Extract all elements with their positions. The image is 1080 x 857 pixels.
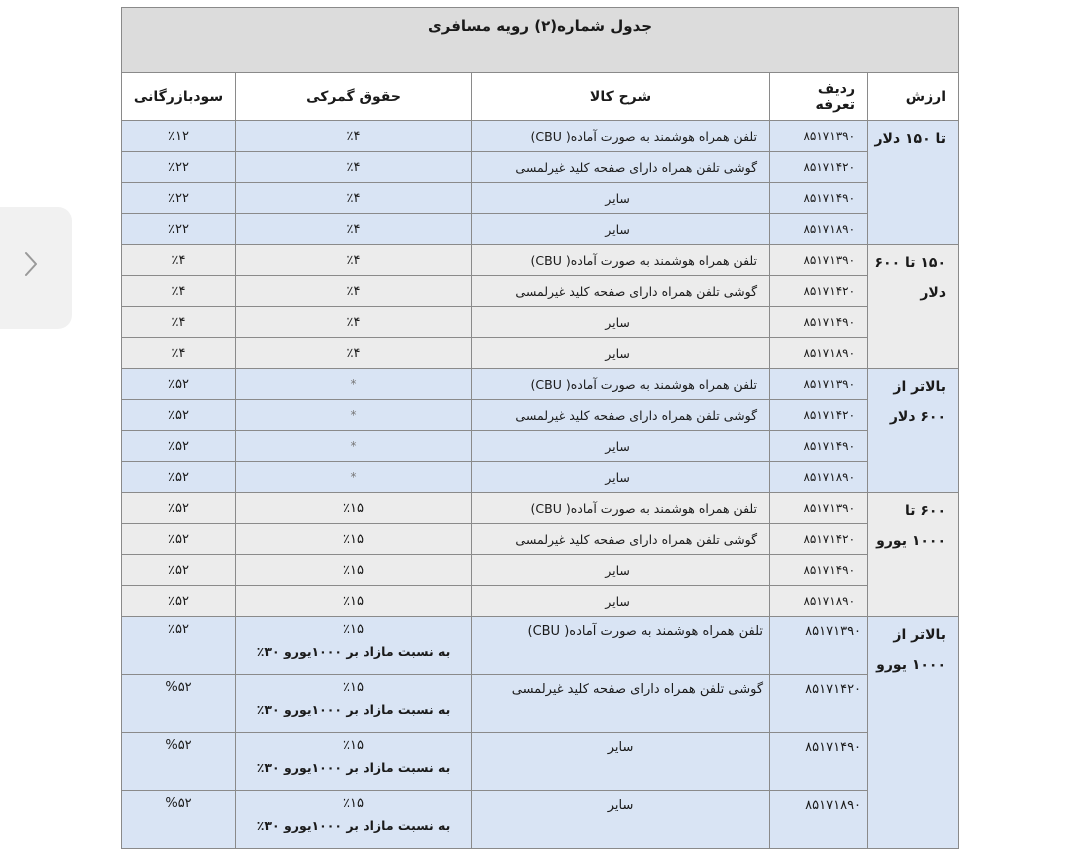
item-description: تلفن همراه هوشمند به صورت آماده( CBU) [472, 369, 770, 400]
commercial-profit: %۵۲ [122, 791, 236, 849]
header-description: شرح کالا [472, 73, 770, 121]
table-row [122, 617, 959, 675]
range-cell: تا ۱۵۰ دلار [868, 121, 959, 245]
customs-duty: ٪۴ [236, 121, 472, 152]
header-range: ارزش [868, 73, 959, 121]
item-description: سایر [472, 791, 770, 849]
tariff-table [121, 7, 959, 849]
tariff-code: ۸۵۱۷۱۴۲۰ [770, 152, 868, 183]
customs-duty [236, 733, 472, 791]
item-description: سایر [472, 462, 770, 493]
table-row [122, 524, 959, 555]
customs-duty: ٪۴ [236, 307, 472, 338]
customs-duty [236, 791, 472, 849]
table-row [122, 183, 959, 214]
tariff-code: ۸۵۱۷۱۳۹۰ [770, 493, 868, 524]
customs-duty: ٪۴ [236, 245, 472, 276]
table-row [122, 791, 959, 849]
item-description: گوشی تلفن همراه دارای صفحه کلید غیرلمسی [472, 524, 770, 555]
customs-duty: ٪۴ [236, 276, 472, 307]
range-cell: ۶۰۰ تا ۱۰۰۰ یورو [868, 493, 959, 617]
item-description: گوشی تلفن همراه دارای صفحه کلید غیرلمسی [472, 675, 770, 733]
table-row [122, 555, 959, 586]
item-description: گوشی تلفن همراه دارای صفحه کلید غیرلمسی [472, 400, 770, 431]
customs-duty: ٪۴ [236, 214, 472, 245]
item-description: سایر [472, 555, 770, 586]
commercial-profit: ٪۵۲ [122, 431, 236, 462]
commercial-profit: ٪۵۲ [122, 493, 236, 524]
commercial-profit: ٪۵۲ [122, 617, 236, 675]
table-row [122, 276, 959, 307]
table-row [122, 431, 959, 462]
tariff-code: ۸۵۱۷۱۴۹۰ [770, 183, 868, 214]
range-cell: بالاتر از ۶۰۰ دلار [868, 369, 959, 493]
item-description: گوشی تلفن همراه دارای صفحه کلید غیرلمسی [472, 152, 770, 183]
table-row [122, 369, 959, 400]
customs-duty: ٪۴ [236, 152, 472, 183]
duty-note: به نسبت مازاد بر ۱۰۰۰یورو ۳۰٪ [256, 644, 451, 659]
duty-note: به نسبت مازاد بر ۱۰۰۰یورو ۳۰٪ [256, 760, 451, 775]
customs-duty [236, 675, 472, 733]
commercial-profit: ٪۴ [122, 307, 236, 338]
commercial-profit: %۵۲ [122, 733, 236, 791]
table-row [122, 462, 959, 493]
item-description: تلفن همراه هوشمند به صورت آماده( CBU) [472, 121, 770, 152]
header-profit: سودبازرگانی [122, 73, 236, 121]
tariff-code: ۸۵۱۷۱۴۹۰ [770, 733, 868, 791]
tariff-code: ۸۵۱۷۱۴۹۰ [770, 431, 868, 462]
item-description: سایر [472, 307, 770, 338]
customs-duty: * [236, 400, 472, 431]
table-row [122, 733, 959, 791]
tariff-code: ۸۵۱۷۱۸۹۰ [770, 462, 868, 493]
tariff-code: ۸۵۱۷۱۳۹۰ [770, 369, 868, 400]
range-cell: بالاتر از ۱۰۰۰ یورو [868, 617, 959, 849]
customs-duty [236, 617, 472, 675]
table-row [122, 121, 959, 152]
commercial-profit: ٪۴ [122, 276, 236, 307]
tariff-code: ۸۵۱۷۱۸۹۰ [770, 214, 868, 245]
commercial-profit: ٪۵۲ [122, 586, 236, 617]
tariff-code: ۸۵۱۷۱۳۹۰ [770, 245, 868, 276]
item-description: سایر [472, 183, 770, 214]
tariff-code: ۸۵۱۷۱۳۹۰ [770, 121, 868, 152]
duty-rate: ٪۱۵ [343, 622, 364, 637]
item-description: گوشی تلفن همراه دارای صفحه کلید غیرلمسی [472, 276, 770, 307]
commercial-profit: ٪۱۲ [122, 121, 236, 152]
chevron-right-icon[interactable] [24, 251, 38, 277]
tariff-code: ۸۵۱۷۱۴۲۰ [770, 524, 868, 555]
table-row [122, 152, 959, 183]
item-description: سایر [472, 733, 770, 791]
header-tariff: ردیف تعرفه [770, 73, 868, 121]
commercial-profit: ٪۵۲ [122, 369, 236, 400]
table-row [122, 493, 959, 524]
table-row [122, 586, 959, 617]
table-row [122, 400, 959, 431]
duty-note: به نسبت مازاد بر ۱۰۰۰یورو ۳۰٪ [256, 818, 451, 833]
table-row [122, 675, 959, 733]
item-description: سایر [472, 338, 770, 369]
tariff-code: ۸۵۱۷۱۴۹۰ [770, 555, 868, 586]
tariff-code: ۸۵۱۷۱۴۹۰ [770, 307, 868, 338]
commercial-profit: ٪۴ [122, 245, 236, 276]
tariff-code: ۸۵۱۷۱۴۲۰ [770, 400, 868, 431]
customs-duty: ٪۱۵ [236, 524, 472, 555]
table-row [122, 338, 959, 369]
item-description: سایر [472, 214, 770, 245]
customs-duty: * [236, 431, 472, 462]
customs-duty: ٪۱۵ [236, 555, 472, 586]
customs-duty: ٪۱۵ [236, 493, 472, 524]
customs-duty: * [236, 462, 472, 493]
commercial-profit: ٪۵۲ [122, 555, 236, 586]
item-description: سایر [472, 431, 770, 462]
tariff-code: ۸۵۱۷۱۴۲۰ [770, 276, 868, 307]
customs-duty: * [236, 369, 472, 400]
commercial-profit: ٪۴ [122, 338, 236, 369]
tariff-code: ۸۵۱۷۱۴۲۰ [770, 675, 868, 733]
table-row [122, 214, 959, 245]
item-description: تلفن همراه هوشمند به صورت آماده( CBU) [472, 245, 770, 276]
table-row [122, 307, 959, 338]
duty-note: به نسبت مازاد بر ۱۰۰۰یورو ۳۰٪ [256, 702, 451, 717]
table-row [122, 245, 959, 276]
customs-duty: ٪۴ [236, 338, 472, 369]
duty-rate: ٪۱۵ [343, 680, 364, 695]
duty-rate: ٪۱۵ [343, 738, 364, 753]
customs-duty: ٪۱۵ [236, 586, 472, 617]
tariff-code: ۸۵۱۷۱۸۹۰ [770, 586, 868, 617]
commercial-profit: ٪۵۲ [122, 524, 236, 555]
item-description: سایر [472, 586, 770, 617]
commercial-profit: ٪۲۲ [122, 214, 236, 245]
duty-rate: ٪۱۵ [343, 796, 364, 811]
item-description: تلفن همراه هوشمند به صورت آماده( CBU) [472, 493, 770, 524]
commercial-profit: ٪۲۲ [122, 183, 236, 214]
customs-duty: ٪۴ [236, 183, 472, 214]
item-description: تلفن همراه هوشمند به صورت آماده( CBU) [472, 617, 770, 675]
range-cell: ۱۵۰ تا ۶۰۰ دلار [868, 245, 959, 369]
tariff-code: ۸۵۱۷۱۳۹۰ [770, 617, 868, 675]
commercial-profit: ٪۵۲ [122, 400, 236, 431]
next-page-panel[interactable] [0, 207, 72, 329]
table-title: جدول شماره(۲) رویه مسافری [122, 8, 959, 73]
tariff-code: ۸۵۱۷۱۸۹۰ [770, 338, 868, 369]
commercial-profit: %۵۲ [122, 675, 236, 733]
commercial-profit: ٪۲۲ [122, 152, 236, 183]
tariff-code: ۸۵۱۷۱۸۹۰ [770, 791, 868, 849]
commercial-profit: ٪۵۲ [122, 462, 236, 493]
header-duty: حقوق گمرکی [236, 73, 472, 121]
